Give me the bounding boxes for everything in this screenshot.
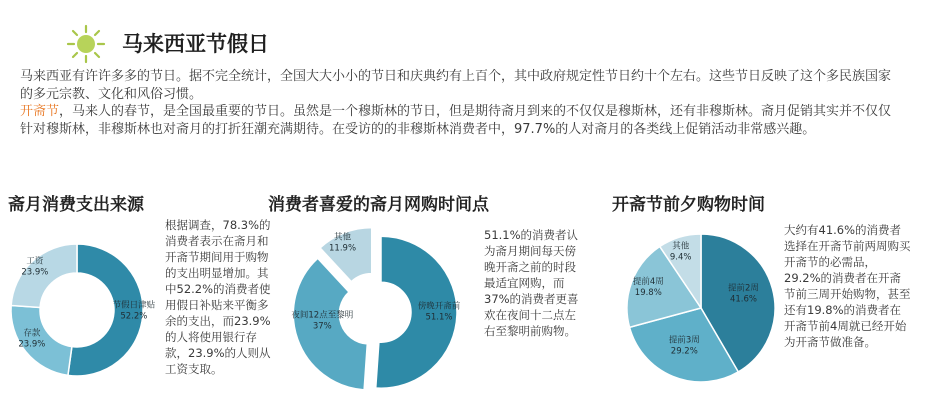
- chart-1-category-label: 节假日津贴: [112, 300, 156, 311]
- highlight-term: 开斋节: [20, 104, 60, 119]
- page-title: 马来西亚节假日: [122, 32, 269, 56]
- sun-icon: [66, 24, 106, 64]
- chart-2-category-label: 夜间12点至黎明: [291, 310, 354, 321]
- section-1-note: 根据调查，78.3%的消费者表示在斋月和开斋节期间用于购物的支出明显增加。其中52.2%的消费者使用假日补贴来平衡多余的支出，而23.9%的人将使用银行存款，23.9%的人则从工资支取。: [165, 218, 271, 376]
- intro-text: [20, 68, 900, 138]
- intro-paragraph-2: [20, 103, 900, 138]
- intro-paragraph-1: 马来西亚有许许多多的节日。据不完全统计，全国大大小小的节日和庆典约有上百个，其中政府规定性节日约十个左右。这些节日反映了这个多民族国家的多元宗教、文化和风俗习惯。: [20, 69, 892, 102]
- chart-3-value-label: 19.8%: [634, 287, 662, 298]
- chart-1-category-label: 存款: [23, 328, 41, 339]
- chart-3-value-label: 9.4%: [669, 252, 692, 263]
- chart-3-category-label: 提前3周: [668, 335, 700, 346]
- chart-pre-festival-shopping: [618, 226, 788, 386]
- section-3-note: 大约有41.6%的消费者选择在开斋节前两周购买开斋节的必需品，29.2%的消费者在开斋节前三周开始购物，甚至还有19.8%的消费者在开斋节前4周就已经开始为开斋节做准备。: [784, 223, 911, 349]
- intro-paragraph-2-body: ，马来人的春节，是全国最重要的节日。虽然是一个穆斯林的节日，但是期待斋月到来的不仅仅是穆斯林，还有非穆斯林。斋月促销其实并不仅仅针对穆斯林，非穆斯林也对斋月的打折狂潮充满期待。在受访的的非穆斯林消费者中，97.7%的人对斋月的各类线上促销活动非常感兴趣。: [20, 104, 892, 137]
- chart-1-value-label: 23.9%: [18, 339, 46, 350]
- section-3-title: 开斋节前夕购物时间: [612, 195, 765, 215]
- chart-3-category-label: 提前2周: [728, 283, 759, 294]
- section-2-title: 消费者喜爱的斋月网购时间点: [268, 195, 489, 215]
- chart-2-value-label: 37%: [312, 321, 332, 332]
- section-2-note: 51.1%的消费者认为斋月期间每天傍晚开斋之前的时段最适宜网购，而37%的消费者更喜欢在夜间十二点左右至黎明前购物。: [484, 228, 579, 338]
- chart-shopping-time: [285, 230, 470, 390]
- chart-1-category-label: 工资: [26, 256, 44, 267]
- chart-expense-source: [0, 230, 170, 400]
- chart-1-value-label: 52.2%: [120, 311, 148, 322]
- section-1-title: 斋月消费支出来源: [8, 195, 144, 215]
- chart-3-category-label: 其他: [672, 241, 690, 252]
- chart-2-value-label: 11.9%: [329, 243, 357, 254]
- chart-3-value-label: 29.2%: [670, 346, 698, 357]
- chart-2-category-label: 其他: [334, 232, 352, 243]
- chart-3-value-label: 41.6%: [729, 294, 757, 305]
- chart-2-category-label: 傍晚开斋前: [417, 301, 461, 312]
- chart-2-value-label: 51.1%: [425, 312, 453, 323]
- chart-3-category-label: 提前4周: [632, 276, 664, 287]
- chart-1-value-label: 23.9%: [21, 267, 49, 278]
